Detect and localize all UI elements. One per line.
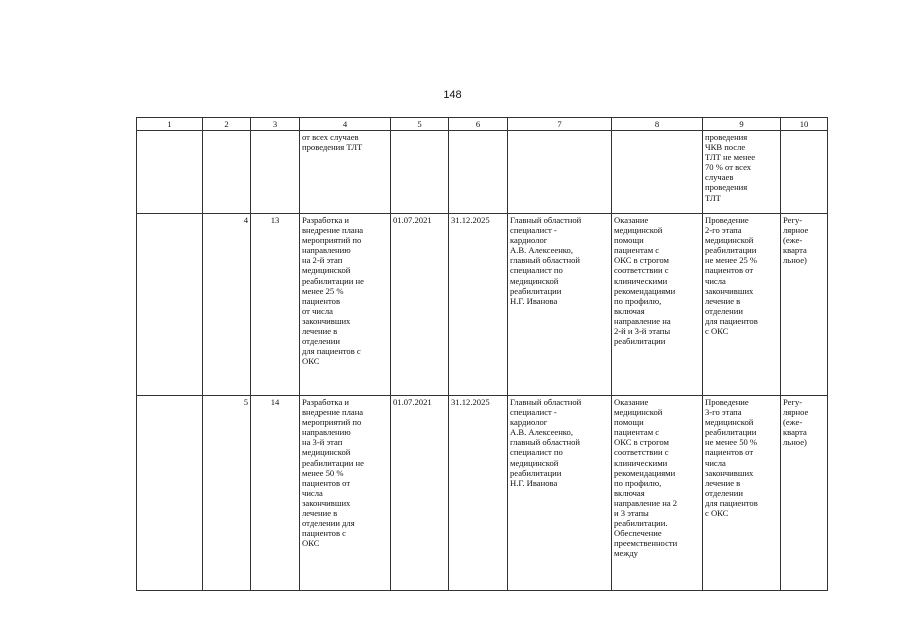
column-header: 8 xyxy=(612,118,703,131)
cell-text: 01.07.2021 xyxy=(393,397,432,407)
cell-text: Регу- лярное (еже- кварта льное) xyxy=(783,397,809,448)
cell-text: проведения ЧКВ после ТЛТ не менее 70 % от всех случаев проведения ТЛТ xyxy=(705,132,756,203)
table-cell xyxy=(703,214,781,396)
cell-text: 5 xyxy=(243,397,248,407)
table-cell xyxy=(391,396,449,591)
cell-text: Разработка и внедрение плана мероприятий по направлению на 2-й этап медицинской реабилитации не менее 25 % пациентов от числа закончивших лечение в отделении для пациентов с ОКС xyxy=(302,215,364,367)
column-header: 6 xyxy=(449,118,508,131)
table-cell xyxy=(203,214,251,396)
column-header: 10 xyxy=(781,118,828,131)
table-cell xyxy=(612,214,703,396)
header-row xyxy=(137,118,828,131)
table-cell xyxy=(449,131,508,214)
cell-text: Проведение 2-го этапа медицинской реабилитации не менее 25 % пациентов от числа закончивших лечение в отделении для пациентов с ОКС xyxy=(705,215,758,337)
column-header: 7 xyxy=(508,118,612,131)
table-row xyxy=(137,131,828,214)
cell-text: Оказание медицинской помощи пациентам с ОКС в строгом соответствии с клиническими рекомендациями по профилю, включая направление на 2-й и 3-й этапы реабилитации xyxy=(614,215,676,347)
cell-text: 31.12.2025 xyxy=(451,215,490,225)
cell-text: Оказание медицинской помощи пациентам с ОКС в строгом соответствии с клиническими рекомендациями по профилю, включая направление на 2 и 3 этапы реабилитации. Обеспечение преемственности между xyxy=(614,397,678,559)
table-cell xyxy=(781,396,828,591)
cell-text: Разработка и внедрение плана мероприятий по направлению на 3-й этап медицинской реабилитации не менее 50 % пациентов от числа закончивших лечение в отделении для пациентов с ОКС xyxy=(302,397,364,549)
cell-text: Главный областной специалист - кардиолог А.В. Алексеенко, главный областной специалист по медицинской реабилитации Н.Г. Иванова xyxy=(510,397,582,488)
table-cell xyxy=(203,131,251,214)
table-cell xyxy=(137,396,203,591)
page-number: 148 xyxy=(443,89,462,101)
table-cell xyxy=(612,131,703,214)
table-cell xyxy=(137,131,203,214)
table-cell xyxy=(137,214,203,396)
table-row xyxy=(137,396,828,591)
table-cell xyxy=(612,396,703,591)
table-cell xyxy=(508,131,612,214)
table-cell xyxy=(391,214,449,396)
table-cell xyxy=(703,131,781,214)
table-cell xyxy=(508,214,612,396)
table-cell xyxy=(781,214,828,396)
table-cell xyxy=(300,396,391,591)
cell-text: 31.12.2025 xyxy=(451,397,490,407)
cell-text: 13 xyxy=(270,215,280,225)
table-cell xyxy=(781,131,828,214)
cell-text: Главный областной специалист - кардиолог А.В. Алексеенко, главный областной специалист по медицинской реабилитации Н.Г. Иванова xyxy=(510,215,582,306)
cell-text: 01.07.2021 xyxy=(393,215,432,225)
table-cell xyxy=(251,396,300,591)
column-header: 4 xyxy=(300,118,391,131)
table-cell xyxy=(449,396,508,591)
plan-table xyxy=(136,117,828,591)
column-header: 5 xyxy=(391,118,449,131)
cell-text: 14 xyxy=(270,397,280,407)
table-cell xyxy=(391,131,449,214)
cell-text: от всех случаев проведения ТЛТ xyxy=(302,132,363,153)
table-cell xyxy=(508,396,612,591)
table-cell xyxy=(300,131,391,214)
table-cell xyxy=(703,396,781,591)
column-header: 1 xyxy=(137,118,203,131)
table-row xyxy=(137,214,828,396)
table-cell xyxy=(251,131,300,214)
column-header: 3 xyxy=(251,118,300,131)
table-cell xyxy=(203,396,251,591)
column-header: 2 xyxy=(203,118,251,131)
column-header: 9 xyxy=(703,118,781,131)
cell-text: 4 xyxy=(243,215,248,225)
table-cell xyxy=(449,214,508,396)
table-cell xyxy=(251,214,300,396)
cell-text: Проведение 3-го этапа медицинской реабилитации не менее 50 % пациентов от числа закончивших лечение в отделении для пациентов с ОКС xyxy=(705,397,758,519)
table-cell xyxy=(300,214,391,396)
cell-text: Регу- лярное (еже- кварта льное) xyxy=(783,215,809,266)
